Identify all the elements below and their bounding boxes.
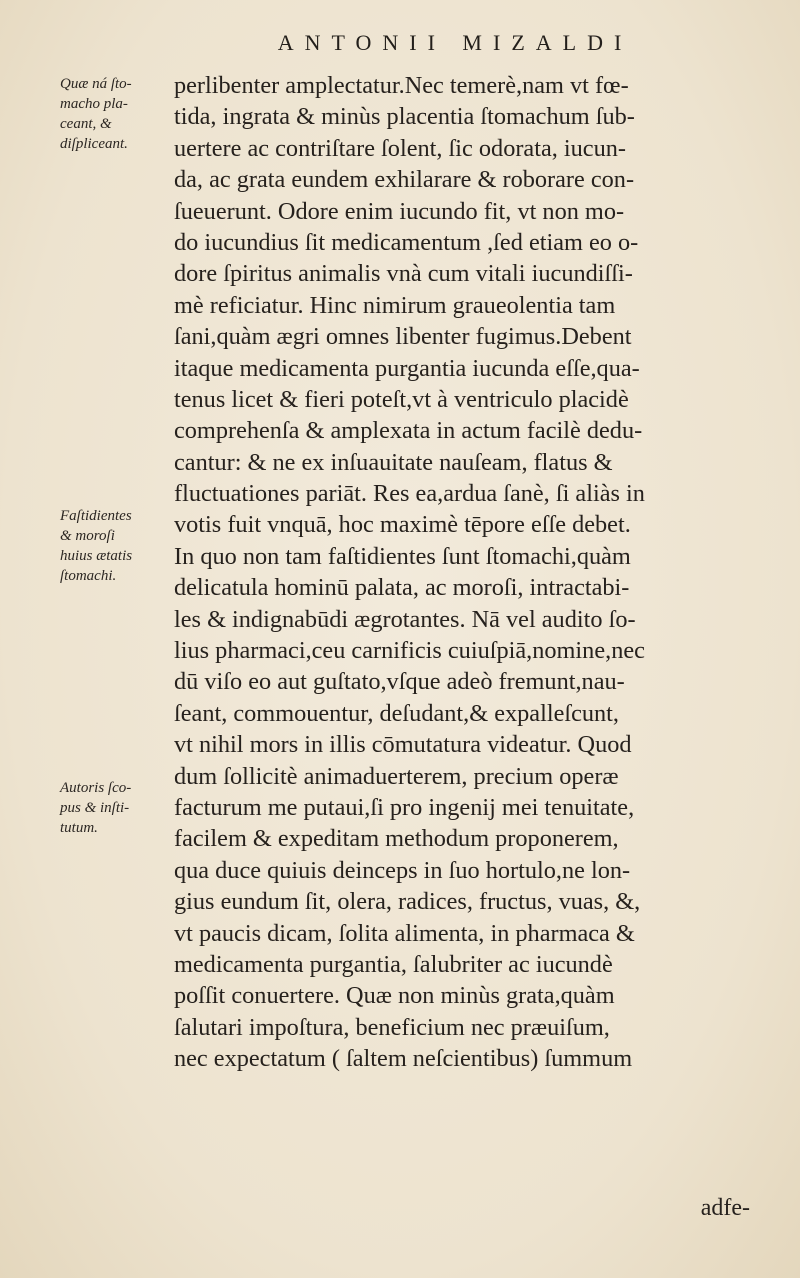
text-line: dore ſpiritus animalis vnà cum vitali iucundiſſi-	[174, 260, 633, 288]
text-line: vt paucis dicam, ſolita alimenta, in pharmaca &	[174, 919, 635, 947]
text-line: perlibenter amplectatur.Nec temerè,nam vt fœ-	[174, 72, 629, 99]
text-line: lius pharmaci,ceu carnificis cuiuſpiā,nomine,nec	[174, 637, 645, 665]
text-line: mè reficiatur. Hinc nimirum graueolentia tam	[174, 291, 616, 319]
text-line: itaque medicamenta purgantia iucunda eſſe,qua-	[174, 354, 640, 382]
margin-note-line: & moroſi	[60, 528, 115, 544]
text-line: ſani,quàm ægri omnes libenter fugimus.Debent	[174, 323, 632, 351]
text-line: votis fuit vnquā, hoc maximè tēpore eſſe debet.	[174, 511, 631, 539]
text-line: tenus licet & fieri poteſt,vt à ventriculo placidè	[174, 385, 629, 413]
text-line: cantur: & ne ex inſuauitate nauſeam, flatus &	[174, 448, 613, 476]
text-line: les & indignabūdi ægrotantes. Nā vel audito ſo-	[174, 605, 636, 633]
margin-note-line: tutum.	[60, 820, 98, 836]
text-line: dū viſo eo aut guſtato,vſque adeò fremunt,nau-	[174, 668, 625, 696]
text-line: da, ac grata eundem exhilarare & roborare con-	[174, 166, 635, 194]
text-line: delicatula hominū palata, ac moroſi, intractabi-	[174, 574, 630, 602]
text-line: medicamenta purgantia, ſalubriter ac iucundè	[174, 950, 613, 978]
text-line: ſeant, commouentur, deſudant,& expalleſcunt,	[174, 699, 620, 727]
text-line: gius eundum ſit, olera, radices, fructus, vuas, &,	[174, 888, 641, 916]
margin-note-line: ceant, &	[60, 116, 112, 132]
text-line: poſſit conuertere. Quæ non minùs grata,quàm	[174, 982, 615, 1010]
margin-note-line: Autoris ſco-	[60, 780, 132, 796]
margin-note-line: Quæ ná ſto-	[60, 76, 132, 92]
text-line: In quo non tam faſtidientes ſunt ſtomachi,quàm	[174, 542, 631, 570]
text-line: qua duce quiuis deinceps in ſuo hortulo,ne lon-	[174, 856, 631, 884]
margin-note-line: ſtomachi.	[60, 568, 117, 584]
text-line: ſalutari impoſtura, beneficium nec præuiſum,	[174, 1013, 610, 1041]
text-line: comprehenſa & amplexata in actum facilè dedu-	[174, 417, 643, 445]
text-line: uertere ac contriſtare ſolent, ſic odorata, iucun-	[174, 134, 626, 162]
text-line: facturum me putaui,ſi pro ingenij mei tenuitate,	[174, 793, 635, 821]
margin-note-line: pus & inſti-	[60, 800, 130, 816]
running-title: ANTONII MIZALDI	[277, 30, 633, 55]
margin-note-fastidious	[60, 506, 184, 586]
text-line: ſueuerunt. Odore enim iucundo fit, vt non mo-	[174, 197, 625, 225]
margin-note-line: huius ætatis	[60, 548, 133, 564]
margin-note-line: diſpliceant.	[60, 136, 128, 152]
text-line: do iucundius ſit medicamentum ,ſed etiam eo o-	[174, 228, 639, 256]
margin-note-stomach	[60, 74, 184, 154]
margin-note-line: Faſtidientes	[60, 508, 132, 524]
text-line: nec expectatum ( ſaltem neſcientibus) ſummum	[174, 1045, 633, 1073]
main-text-block	[174, 70, 774, 1075]
catchword: adfe-	[700, 1195, 750, 1221]
text-line: facilem & expeditam methodum proponerem,	[174, 825, 619, 853]
text-line: fluctuationes pariāt. Res ea,ardua ſanè, ſi aliàs in	[174, 480, 645, 508]
text-line: tida, ingrata & minùs placentia ſtomachum ſub-	[174, 103, 635, 131]
margin-note-line: macho pla-	[60, 96, 128, 112]
margin-note-author-scope	[60, 778, 184, 838]
text-line: vt nihil mors in illis cōmutatura videatur. Quod	[174, 731, 632, 759]
text-line: dum ſollicitè animaduerterem, precium operæ	[174, 762, 619, 790]
